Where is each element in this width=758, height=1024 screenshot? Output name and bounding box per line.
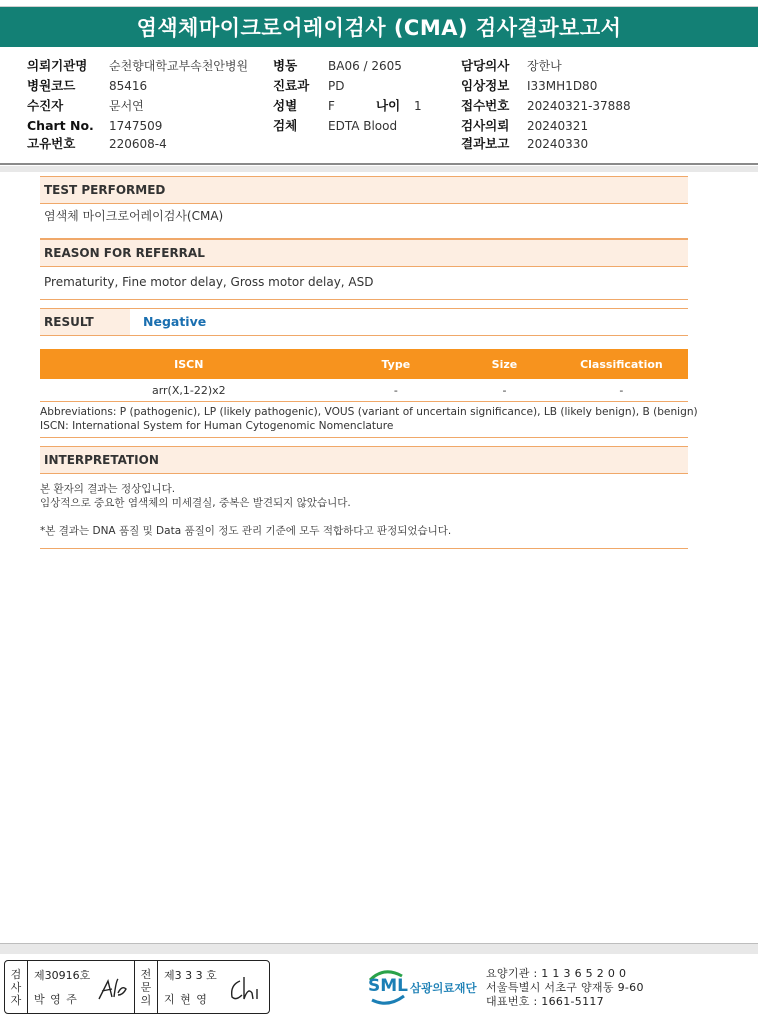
table-row [40,379,688,402]
info-label: 검체 [273,118,298,133]
iscn-table [40,349,688,402]
abbreviations-block [40,405,698,433]
specialist-label [135,961,158,1013]
iscn-table-section [40,349,688,402]
info-label: 고유번호 [27,136,76,151]
info-row-physician [461,56,631,76]
info-value: 20240321-37888 [527,99,631,113]
info-label: 병동 [273,58,298,73]
info-value: 20240321 [527,119,589,133]
info-row-patient [27,96,248,116]
info-value: 1747509 [109,119,163,133]
logo-text: SML [368,976,408,996]
specialist-license-no: 제3 3 3 호 [164,969,217,982]
section-header: INTERPRETATION [40,446,688,474]
info-column-2 [273,56,422,136]
info-row-department [273,76,422,96]
info-label: 결과보고 [461,136,510,151]
info-row-ward [273,56,422,76]
info-value: EDTA Blood [328,119,398,133]
table-header-row [40,349,688,379]
org-address-block [486,967,644,1009]
info-value: 순천향대학교부속천안병원 [109,59,249,73]
examiner-cell [28,961,135,1013]
label-char: 의 [140,993,152,1007]
cell-iscn: arr(X,1-22)x2 [40,379,338,402]
header-divider [0,163,758,165]
info-label: 담당의사 [461,58,510,73]
info-value: 220608-4 [109,137,167,151]
top-rule [0,0,758,7]
info-row-unique-id [27,134,248,154]
info-value: I33MH1D80 [527,79,598,93]
info-value: PD [328,79,345,93]
th-classification: Classification [555,349,688,379]
info-label: 접수번호 [461,98,510,113]
info-row-specimen [273,116,422,136]
org-name: 삼광의료재단 [410,981,477,995]
test-performed-section [40,176,688,239]
info-label: 임상정보 [461,78,510,93]
label-char: 전 [140,967,152,981]
cell-size: - [454,379,555,402]
org-line: 요양기관 : 1 1 3 6 5 2 0 0 [486,967,627,980]
info-label: 성별 [273,98,298,113]
label-char: 자 [10,993,22,1007]
header-band [0,166,758,172]
examiner-signature [96,975,130,1005]
info-row-hospital-code [27,76,248,96]
interpretation-note: *본 결과는 DNA 품질 및 Data 품질이 정도 관리 기준에 모두 적합하다고 판정되었습니다. [40,525,452,537]
section-header: TEST PERFORMED [40,176,688,204]
th-size: Size [454,349,555,379]
info-label: 의뢰기관명 [27,58,88,73]
test-performed-text: 염색체 마이크로어레이검사(CMA) [40,204,688,239]
th-type: Type [338,349,455,379]
specialist-signature [226,973,262,1005]
info-row-report-date [461,134,631,154]
result-value: Negative [143,314,207,329]
specialist-name: 지 현 영 [164,993,208,1006]
result-label: RESULT [40,309,130,335]
label-char: 문 [140,980,152,994]
result-row [40,308,688,336]
abbreviation-line: Abbreviations: P (pathogenic), LP (likely pathogenic), VOUS (variant of uncertain significance), LB (likely benign), B (benign) [40,406,698,418]
org-line: 서울특별시 서초구 양재동 9-60 [486,981,644,994]
info-row-accession [461,96,631,116]
divider [40,548,688,549]
info-value: 문서연 [109,99,144,113]
info-value: F [328,99,335,113]
interpretation-line: 본 환자의 결과는 정상입니다. [40,483,176,495]
footer-band [0,944,758,954]
specialist-cell [158,961,269,1013]
info-value: 장한나 [527,59,562,73]
label-char: 검 [10,967,22,981]
info-row-clinical-info [461,76,631,96]
info-value-age: 1 [414,99,422,113]
info-label: Chart No. [27,118,94,133]
org-line: 대표번호 : 1661-5117 [486,995,604,1008]
info-row-chart-no [27,116,248,136]
referral-text: Prematurity, Fine motor delay, Gross motor delay, ASD [40,267,688,300]
cell-classification: - [555,379,688,402]
signature-box [4,960,270,1014]
section-header: REASON FOR REFERRAL [40,239,688,267]
th-iscn: ISCN [40,349,338,379]
info-label: 검사의뢰 [461,118,510,133]
interpretation-section [40,446,688,538]
cell-type: - [338,379,455,402]
referral-section [40,239,688,300]
sml-logo [364,966,484,1006]
info-label: 수진자 [27,98,64,113]
examiner-name: 박 영 주 [34,993,78,1006]
info-value: 20240330 [527,137,589,151]
info-value: BA06 / 2605 [328,59,402,73]
info-column-1 [27,56,248,154]
info-label: 병원코드 [27,78,76,93]
info-row-request-date [461,116,631,136]
label-char: 사 [10,980,22,994]
info-label-age: 나이 [376,98,401,113]
interpretation-line: 임상적으로 중요한 염색체의 미세결실, 중복은 발견되지 않았습니다. [40,497,351,509]
result-section [40,308,688,336]
examiner-license-no: 제30916호 [34,969,91,982]
info-label: 진료과 [273,78,310,93]
info-column-3 [461,56,631,154]
info-row-sex-age [273,96,422,116]
report-title: 염색체마이크로어레이검사 (CMA) 검사결과보고서 [0,7,758,47]
info-row-institution [27,56,248,76]
examiner-label [5,961,28,1013]
abbreviation-line: ISCN: International System for Human Cytogenomic Nomenclature [40,420,394,432]
divider [40,437,688,438]
info-value: 85416 [109,79,148,93]
